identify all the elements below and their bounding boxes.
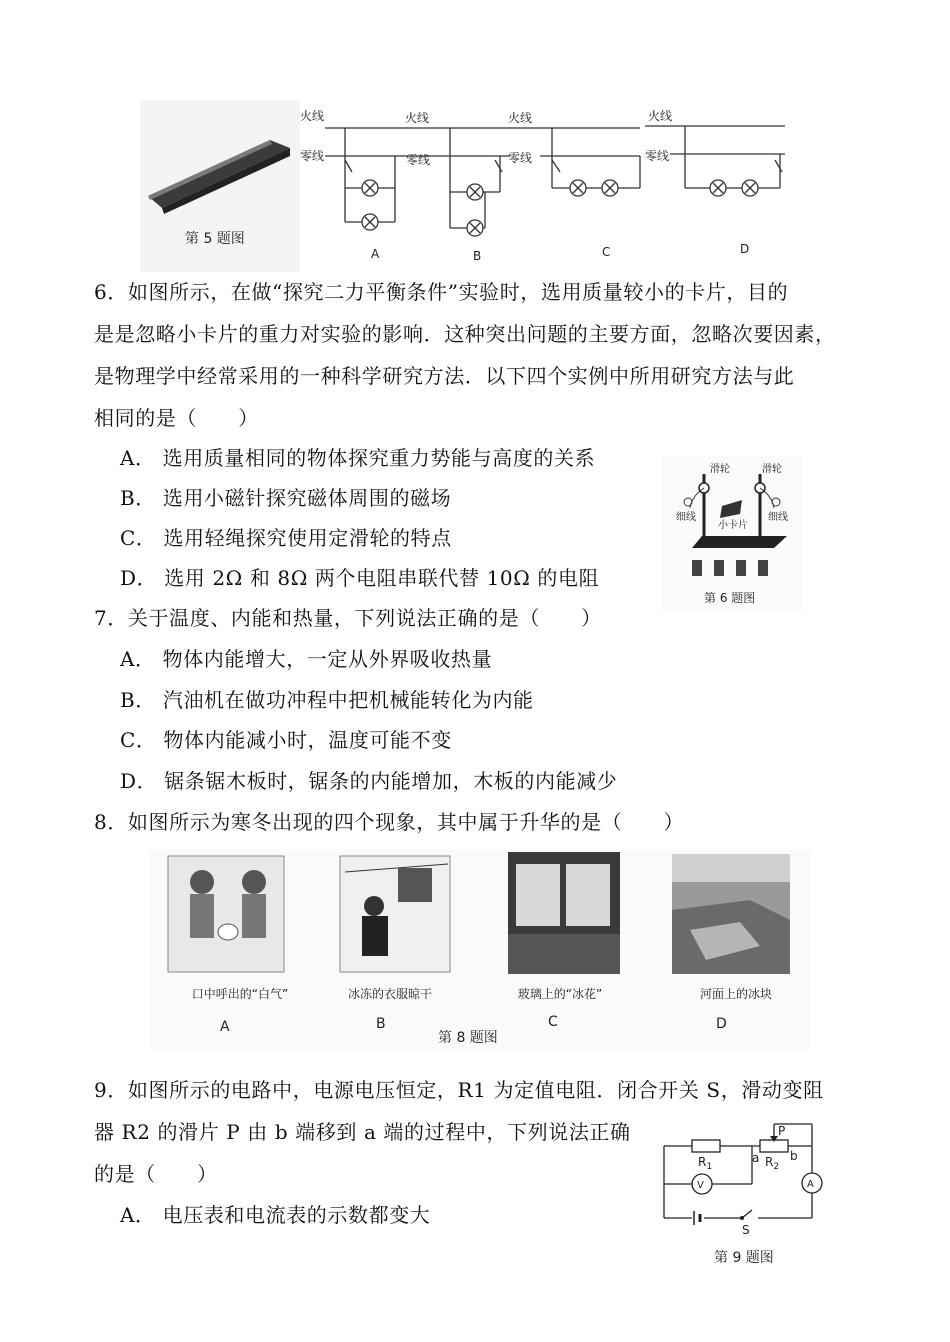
- fig8-photo-a-letter: A: [220, 1019, 230, 1035]
- fig8-photo-d-letter: D: [716, 1016, 727, 1032]
- q9-stem-line-3: 的是（ ）: [94, 1162, 218, 1186]
- q9-stem-line-1: 9．如图所示的电路中，电源电压恒定，R1 为定值电阻．闭合开关 S，滑动变阻: [94, 1078, 824, 1102]
- fig5-live-label-a: 火线: [300, 109, 325, 123]
- figure-5: [140, 100, 800, 272]
- fig8-caption: 第 8 题图: [438, 1030, 498, 1046]
- fig8-photo-b-caption: 冰冻的衣服晾干: [347, 987, 433, 1001]
- fig8-photo-c-letter: C: [548, 1014, 558, 1030]
- fig5-caption: 第 5 题图: [185, 231, 245, 247]
- q6-stem-line-2: 是是忽略小卡片的重力对实验的影响．这种突出问题的主要方面，忽略次要因素，: [94, 322, 836, 346]
- fig8-photo-c: [508, 852, 620, 974]
- q8-stem: 8．如图所示为寒冬出现的四个现象，其中属于升华的是（ ）: [94, 810, 685, 834]
- fig5-neutral-label-b: 零线: [406, 153, 431, 167]
- q6-stem-line-1: 6．如图所示，在做“探究二力平衡条件”实验时，选用质量较小的卡片，目的: [94, 280, 789, 304]
- fig5-neutral-label-a: 零线: [300, 149, 325, 163]
- fig8-photo-c-caption: 玻璃上的“冰花”: [517, 987, 603, 1001]
- fig9-wires: [664, 1124, 812, 1218]
- fig5-neutral-label-d: 零线: [645, 149, 670, 163]
- fig9-switch-pivot: [740, 1216, 744, 1220]
- fig8-photo-a-caption: 口中呼出的“白气”: [191, 987, 289, 1001]
- fig5-circuit-b: [400, 128, 510, 236]
- fig6-string-right-label: 细线: [768, 512, 788, 523]
- fig6-pulley-left-label: 滑轮: [710, 464, 730, 475]
- figure-6: [662, 456, 802, 614]
- fig9-s-label: S: [742, 1223, 750, 1237]
- fig9-v-label: V: [697, 1180, 704, 1191]
- fig8-photo-d: [672, 854, 790, 974]
- fig5-label-b: B: [473, 249, 482, 263]
- fig8-photo-d-caption: 河面上的冰块: [699, 987, 773, 1001]
- figure-6-drawing: [662, 456, 802, 614]
- q7-option-d: D． 锯条锯木板时，锯条的内能增加，木板的内能减少: [120, 769, 618, 793]
- q6-option-c: C． 选用轻绳探究使用定滑轮的特点: [120, 526, 452, 550]
- fig9-caption: 第 9 题图: [714, 1250, 774, 1266]
- fig9-r2-letter: R: [765, 1155, 774, 1169]
- fig9-p-label: P: [778, 1124, 786, 1138]
- figure-9-drawing: [652, 1118, 842, 1274]
- fig9-r1-label: [698, 1155, 712, 1172]
- figure-9: [652, 1118, 842, 1274]
- fig6-pulley-right-label: 滑轮: [762, 464, 782, 475]
- fig5-live-label-b: 火线: [405, 111, 430, 125]
- fig9-r1-letter: R: [698, 1155, 707, 1169]
- fig5-live-label-c: 火线: [508, 111, 533, 125]
- fig6-base: [692, 536, 787, 548]
- fig5-live-label-d: 火线: [648, 109, 673, 123]
- q6-option-d: D． 选用 2Ω 和 8Ω 两个电阻串联代替 10Ω 的电阻: [120, 566, 600, 590]
- q7-stem: 7．关于温度、内能和热量，下列说法正确的是（ ）: [94, 606, 602, 630]
- q9-stem-line-2: 器 R2 的滑片 P 由 b 端移到 a 端的过程中，下列说法正确: [94, 1120, 631, 1144]
- q6-option-a: A． 选用质量相同的物体探究重力势能与高度的关系: [120, 446, 596, 470]
- fig5-label-c: C: [602, 245, 611, 259]
- q7-option-a: A． 物体内能增大，一定从外界吸收热量: [120, 647, 493, 671]
- fig9-r2-sub: 2: [773, 1162, 780, 1172]
- q7-option-c: C． 物体内能减小时，温度可能不变: [120, 728, 452, 752]
- fig8-photo-b-letter: B: [376, 1016, 386, 1032]
- q9-option-a: A． 电压表和电流表的示数都变大: [120, 1203, 431, 1227]
- fig9-ammeter-label: A: [807, 1179, 814, 1190]
- fig9-r1-sub: 1: [706, 1162, 713, 1172]
- fig5-label-d: D: [740, 242, 750, 256]
- fig6-caption: 第 6 题图: [704, 591, 756, 605]
- fig9-b-label: b: [790, 1149, 798, 1163]
- fig5-label-a: A: [371, 247, 380, 261]
- fig9-r1: [692, 1140, 720, 1152]
- fig5-neutral-label-c: 零线: [508, 151, 533, 165]
- figure-5-drawing: [140, 100, 800, 272]
- fig5-circuit-a: [325, 128, 400, 230]
- fig9-r2-label: [765, 1155, 779, 1172]
- fig6-string-left-label: 细线: [676, 512, 696, 523]
- fig8-photo-b: [340, 856, 450, 972]
- q6-stem-line-3: 是物理学中经常采用的一种科学研究方法．以下四个实例中所用研究方法与此: [94, 364, 795, 388]
- figure-8-drawing: [150, 850, 810, 1050]
- q7-option-b: B． 汽油机在做功冲程中把机械能转化为内能: [120, 688, 534, 712]
- q6-stem-line-4: 相同的是（ ）: [94, 406, 259, 430]
- fig9-a-label: a: [752, 1151, 760, 1165]
- figure-8: [150, 850, 810, 1050]
- fig8-photo-a: [168, 856, 284, 972]
- q6-option-b: B． 选用小磁针探究磁体周围的磁场: [120, 486, 452, 510]
- fig6-card-label: 小卡片: [718, 520, 748, 531]
